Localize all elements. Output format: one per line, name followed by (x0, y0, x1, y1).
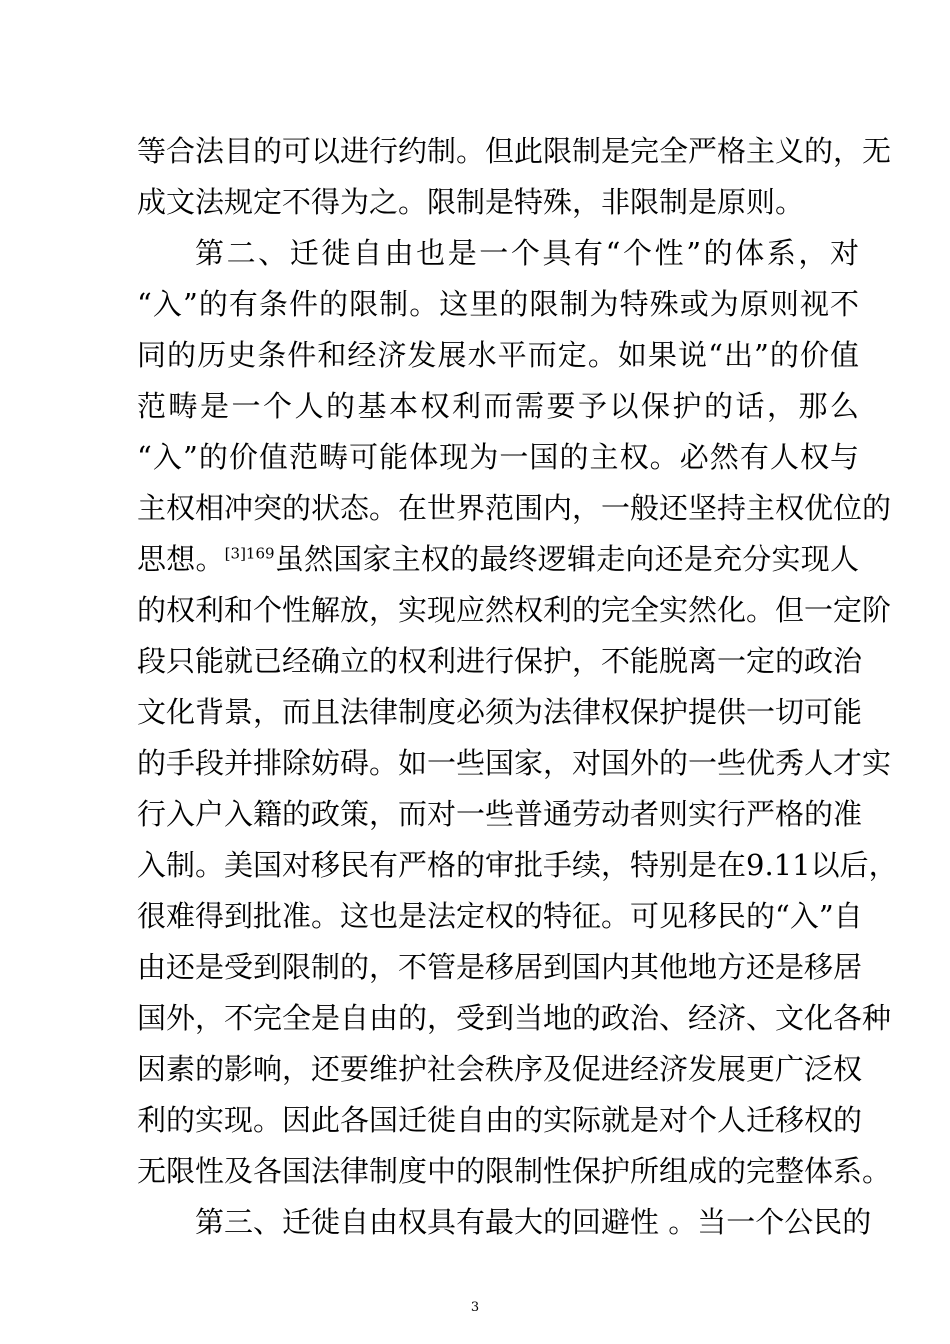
text-line: 利的实现。因此各国迁徙自由的实际就是对个人迁移权的 (137, 1103, 863, 1137)
text-line: 行入户入籍的政策，而对一些普通劳动者则实行严格的准 (137, 797, 863, 831)
text-line: 同的历史条件和经济发展水平而定。如果说“出”的价值 (137, 338, 859, 372)
text-line: 第三、迁徙自由权具有最大的回避性 。当一个公民的 (195, 1205, 872, 1239)
text-line: 无限性及各国法律制度中的限制性保护所组成的完整体系。 (137, 1154, 892, 1188)
text-line: 主权相冲突的状态。在世界范围内，一般还坚持主权优位的 (137, 491, 892, 525)
text-line: 由还是受到限制的，不管是移居到国内其他地方还是移居 (137, 950, 863, 984)
text-line: 的权利和个性解放，实现应然权利的完全实然化。但一定阶 (137, 593, 892, 627)
text-line: 范畴是一个人的基本权利而需要予以保护的话，那么 (137, 389, 859, 423)
page-number: 3 (470, 1300, 480, 1315)
text-line: 因素的影响，还要维护社会秩序及促进经济发展更广泛权 (137, 1052, 863, 1086)
text-line: “入”的价值范畴可能体现为一国的主权。必然有人权与 (137, 440, 859, 474)
paragraph-3 (137, 1197, 872, 1248)
text-line: 的手段并排除妨碍。如一些国家，对国外的一些优秀人才实 (137, 746, 892, 780)
text-line: 段只能就已经确立的权利进行保护，不能脱离一定的政治 (137, 644, 863, 678)
text-line: 文化背景，而且法律制度必须为法律权保护提供一切可能 (137, 695, 863, 729)
text-line: 国外，不完全是自由的，受到当地的政治、经济、文化各种 (137, 1001, 892, 1035)
citation-superscript: [3]169 (224, 544, 275, 563)
text-line: 入制。美国对移民有严格的审批手续，特别是在9.11以后， (137, 848, 898, 882)
text-segment: 思想。 (137, 542, 225, 576)
paragraph-1 (137, 126, 892, 228)
text-line-with-citation (137, 534, 859, 585)
text-line: 成文法规定不得为之。限制是特殊，非限制是原则。 (137, 185, 805, 219)
paragraph-2 (137, 228, 898, 1197)
text-line: 很难得到批准。这也是法定权的特征。可见移民的“入”自 (137, 899, 863, 933)
text-segment: 虽然国家主权的最终逻辑走向还是充分实现人 (274, 542, 859, 576)
text-line: “入”的有条件的限制。这里的限制为特殊或为原则视不 (137, 287, 859, 321)
text-line: 第二、迁徙自由也是一个具有“个性”的体系，对 (195, 236, 859, 270)
document-body (137, 126, 898, 1248)
text-line: 等合法目的可以进行约制。但此限制是完全严格主义的，无 (137, 134, 892, 168)
